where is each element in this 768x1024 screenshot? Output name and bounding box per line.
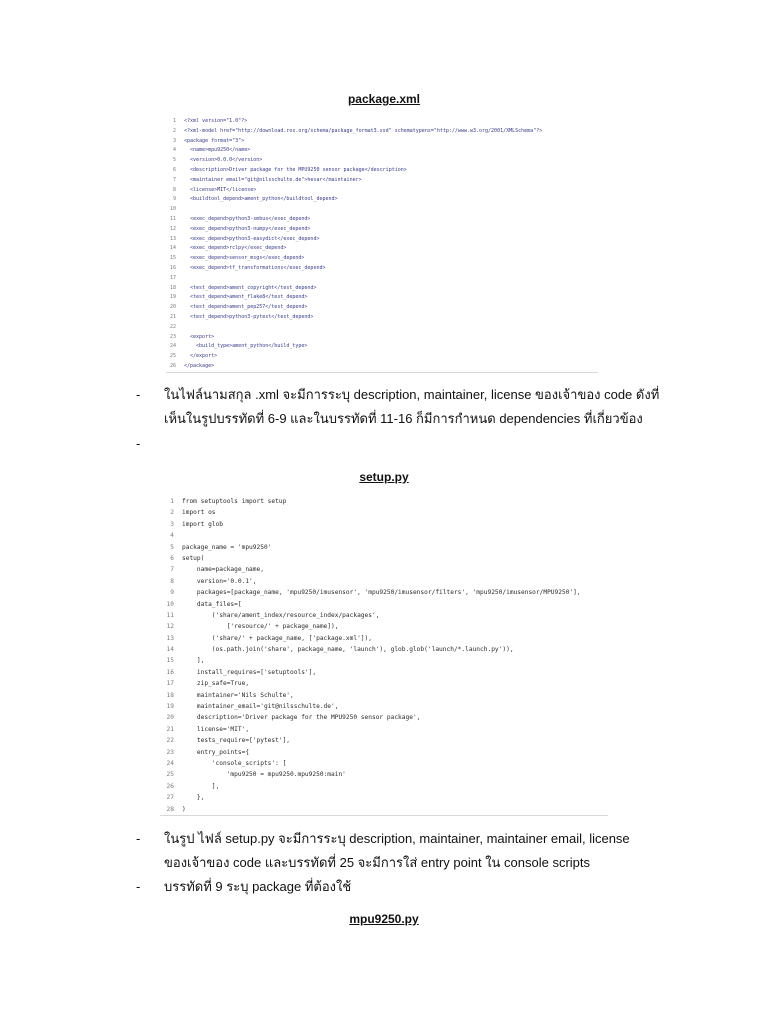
code-line bbox=[166, 195, 598, 205]
line-number: 16 bbox=[166, 668, 174, 676]
code-line bbox=[160, 701, 608, 712]
line-number: 12 bbox=[169, 225, 176, 232]
code-text: <description>Driver package for the MPU9250 sensor package</description> bbox=[184, 166, 407, 173]
code-text: <exec_depend>python3-numpy</exec_depend> bbox=[184, 225, 311, 232]
code-line bbox=[160, 553, 608, 564]
line-number: 24 bbox=[169, 343, 176, 350]
code-line bbox=[166, 186, 598, 196]
bullet-dash: - bbox=[136, 436, 141, 451]
line-number: 12 bbox=[166, 623, 174, 631]
code-text: <test_depend>python3-pytest</test_depend> bbox=[184, 313, 314, 320]
line-number: 5 bbox=[170, 543, 174, 551]
code-line bbox=[166, 313, 598, 323]
code-line bbox=[166, 254, 598, 264]
line-number: 11 bbox=[169, 215, 176, 222]
code-line bbox=[166, 235, 598, 245]
code-text: }, bbox=[182, 794, 205, 802]
bullet-text-line-1: ในไฟล์นามสกุล .xml จะมีการระบุ description, maintainer, license ของเจ้าของ code ดังที่ bbox=[164, 387, 660, 402]
line-number: 8 bbox=[170, 577, 174, 585]
code-line bbox=[166, 323, 598, 333]
code-line bbox=[160, 576, 608, 587]
code-text: <?xml-model href="http://download.ros.org/schema/package_format3.xsd" schematypens="http://www.w3.org/2001/XMLSchema"?> bbox=[184, 127, 543, 134]
code-text: <exec_depend>rclpy</exec_depend> bbox=[184, 245, 287, 252]
code-text: ], bbox=[182, 657, 205, 665]
code-text: install_requires=['setuptools'], bbox=[182, 668, 317, 676]
code-line bbox=[166, 166, 598, 176]
bullet-xml-description bbox=[136, 383, 696, 431]
code-line bbox=[166, 117, 598, 127]
code-line bbox=[166, 352, 598, 362]
line-number: 27 bbox=[166, 794, 174, 802]
code-text: <export> bbox=[184, 333, 215, 340]
line-number: 23 bbox=[169, 333, 176, 340]
code-text: version='0.0.1', bbox=[182, 577, 257, 585]
line-number: 10 bbox=[169, 206, 176, 213]
code-text: description='Driver package for the MPU9250 sensor package', bbox=[182, 714, 421, 722]
line-number: 25 bbox=[169, 353, 176, 360]
code-text: <test_depend>ament_pep257</test_depend> bbox=[184, 304, 308, 311]
code-text: <test_depend>ament_flake8</test_depend> bbox=[184, 294, 308, 301]
code-text: packages=[package_name, 'mpu9250/imusensor', 'mpu9250/imusensor/filters', 'mpu9250/imusensor/MPU9250'], bbox=[182, 589, 581, 597]
code-line bbox=[160, 610, 608, 621]
code-text: <exec_depend>sensor_msgs</exec_depend> bbox=[184, 255, 305, 262]
line-number: 21 bbox=[169, 313, 176, 320]
line-number: 7 bbox=[172, 176, 176, 183]
code-text: <exec_depend>python3-easydict</exec_depend> bbox=[184, 235, 320, 242]
code-line bbox=[160, 678, 608, 689]
code-text: import glob bbox=[182, 520, 223, 528]
package-xml-code-screenshot bbox=[166, 117, 598, 373]
code-text: <package format="3"> bbox=[184, 137, 245, 144]
code-text: 'console_scripts': [ bbox=[182, 759, 287, 767]
line-number: 22 bbox=[169, 323, 176, 330]
line-number: 28 bbox=[166, 805, 174, 813]
code-line bbox=[160, 712, 608, 723]
line-number: 13 bbox=[166, 634, 174, 642]
bullet-setup-packages bbox=[136, 875, 696, 899]
code-line bbox=[160, 747, 608, 758]
code-text: </package> bbox=[184, 362, 215, 369]
line-number: 17 bbox=[166, 680, 174, 688]
setup-py-code-screenshot bbox=[160, 496, 608, 816]
code-text: import os bbox=[182, 509, 216, 517]
code-text: name=package_name, bbox=[182, 566, 264, 574]
line-number: 26 bbox=[166, 782, 174, 790]
line-number: 2 bbox=[170, 509, 174, 517]
line-number: 1 bbox=[172, 118, 176, 124]
code-line bbox=[160, 735, 608, 746]
line-number: 7 bbox=[170, 566, 174, 574]
line-number: 25 bbox=[166, 771, 174, 779]
code-line bbox=[160, 724, 608, 735]
code-text: maintainer_email='git@nilsschulte.de', bbox=[182, 703, 339, 711]
bullet-dash: - bbox=[136, 879, 141, 894]
code-line bbox=[166, 156, 598, 166]
code-text: <version>0.0.0</version> bbox=[184, 157, 263, 164]
line-number: 1 bbox=[170, 498, 174, 505]
code-text: <maintainer email="git@nilsschulte.de">hexar</maintainer> bbox=[184, 176, 362, 183]
line-number: 9 bbox=[172, 196, 176, 203]
line-number: 24 bbox=[166, 759, 174, 767]
bullet-text bbox=[164, 875, 704, 899]
code-text: <exec_depend>python3-smbus</exec_depend> bbox=[184, 215, 311, 222]
code-text: ], bbox=[182, 782, 220, 790]
code-text: license='MIT', bbox=[182, 725, 250, 733]
code-text: 'mpu9250 = mpu9250.mpu9250:main' bbox=[182, 771, 346, 779]
line-number: 19 bbox=[166, 703, 174, 711]
code-line bbox=[160, 655, 608, 666]
bullet-empty bbox=[136, 432, 696, 456]
code-line bbox=[160, 542, 608, 553]
code-text: package_name = 'mpu9250' bbox=[182, 543, 272, 551]
bullet-dash: - bbox=[136, 387, 141, 402]
line-number: 23 bbox=[166, 748, 174, 756]
bullet-setup-description bbox=[136, 827, 696, 875]
code-line bbox=[160, 587, 608, 598]
code-line bbox=[166, 146, 598, 156]
bullet-text bbox=[164, 827, 704, 875]
code-line bbox=[160, 633, 608, 644]
code-text: ('share/' + package_name, ['package.xml']), bbox=[182, 634, 372, 642]
code-text: from setuptools import setup bbox=[182, 498, 287, 505]
code-text: ('share/ament_index/resource_index/packages', bbox=[182, 611, 380, 619]
code-text: <name>mpu9250</name> bbox=[184, 147, 251, 154]
code-text: <?xml version="1.0"?> bbox=[184, 118, 248, 124]
code-line bbox=[166, 303, 598, 313]
line-number: 15 bbox=[169, 255, 176, 262]
code-line bbox=[160, 519, 608, 530]
line-number: 15 bbox=[166, 657, 174, 665]
line-number: 3 bbox=[172, 137, 176, 144]
code-text: ['resource/' + package_name]), bbox=[182, 623, 339, 631]
code-line bbox=[166, 333, 598, 343]
line-number: 4 bbox=[170, 532, 174, 540]
code-text: (os.path.join('share', package_name, 'launch'), glob.glob('launch/*.launch.py')), bbox=[182, 646, 514, 654]
line-number: 20 bbox=[166, 714, 174, 722]
code-text: <buildtool_depend>ament_python</buildtool_depend> bbox=[184, 196, 338, 203]
line-number: 20 bbox=[169, 304, 176, 311]
bullet-text-line-2: ของเจ้าของ code และบรรทัดที่ 25 จะมีการใส่ entry point ใน console scripts bbox=[164, 855, 591, 870]
line-number: 13 bbox=[169, 235, 176, 242]
code-text: maintainer='Nils Schulte', bbox=[182, 691, 294, 699]
line-number: 21 bbox=[166, 725, 174, 733]
code-line bbox=[160, 804, 608, 815]
line-number: 14 bbox=[166, 646, 174, 654]
line-number: 9 bbox=[170, 589, 174, 597]
code-line bbox=[166, 274, 598, 284]
code-line bbox=[166, 244, 598, 254]
code-line bbox=[166, 293, 598, 303]
line-number: 5 bbox=[172, 157, 176, 164]
bullet-text-line-2: เห็นในรูปบรรทัดที่ 6-9 และในบรรทัดที่ 11-16 ก็มีการกำหนด dependencies ที่เกี่ยวข้อง bbox=[164, 411, 643, 426]
code-line bbox=[166, 137, 598, 147]
code-line bbox=[160, 667, 608, 678]
line-number: 18 bbox=[169, 284, 176, 291]
code-line bbox=[160, 690, 608, 701]
line-number: 26 bbox=[169, 362, 176, 369]
line-number: 6 bbox=[172, 166, 176, 173]
heading-setup-py: setup.py bbox=[359, 470, 409, 484]
line-number: 10 bbox=[166, 600, 174, 608]
code-text: setup( bbox=[182, 554, 205, 562]
code-text: <test_depend>ament_copyright</test_depend> bbox=[184, 284, 317, 291]
code-line bbox=[160, 758, 608, 769]
heading-package-xml: package.xml bbox=[347, 92, 421, 106]
heading-mpu9250-py: mpu9250.py bbox=[349, 912, 419, 926]
code-line bbox=[166, 264, 598, 274]
code-text: tests_require=['pytest'], bbox=[182, 737, 291, 745]
code-text: entry_points={ bbox=[182, 748, 250, 756]
code-line bbox=[166, 176, 598, 186]
bullet-text bbox=[164, 383, 704, 431]
line-number: 11 bbox=[166, 611, 174, 619]
code-line bbox=[166, 205, 598, 215]
code-line bbox=[166, 225, 598, 235]
code-line bbox=[160, 564, 608, 575]
line-number: 4 bbox=[172, 147, 176, 154]
code-line bbox=[166, 284, 598, 294]
bullet-dash: - bbox=[136, 831, 141, 846]
code-line bbox=[160, 530, 608, 541]
line-number: 6 bbox=[170, 554, 174, 562]
code-text: data_files=[ bbox=[182, 600, 242, 608]
code-line bbox=[160, 792, 608, 803]
code-line bbox=[160, 781, 608, 792]
code-line bbox=[160, 599, 608, 610]
code-line bbox=[166, 342, 598, 352]
bullet-text-line-1: ในรูป ไฟล์ setup.py จะมีการระบุ description, maintainer, maintainer email, license bbox=[164, 831, 630, 846]
code-text: <license>MIT</license> bbox=[184, 186, 257, 193]
line-number: 16 bbox=[169, 264, 176, 271]
code-text: ) bbox=[182, 805, 186, 813]
line-number: 8 bbox=[172, 186, 176, 193]
code-line bbox=[166, 362, 598, 372]
code-line bbox=[160, 496, 608, 507]
code-line bbox=[166, 127, 598, 137]
line-number: 2 bbox=[172, 127, 176, 134]
code-text: <exec_depend>tf_transformations</exec_depend> bbox=[184, 264, 326, 271]
line-number: 22 bbox=[166, 737, 174, 745]
line-number: 18 bbox=[166, 691, 174, 699]
code-text: </export> bbox=[184, 353, 218, 360]
line-number: 14 bbox=[169, 245, 176, 252]
code-line bbox=[160, 644, 608, 655]
bullet-text-line-1: บรรทัดที่ 9 ระบุ package ที่ต้องใช้ bbox=[164, 879, 352, 894]
code-text: <build_type>ament_python</build_type> bbox=[184, 343, 308, 350]
line-number: 17 bbox=[169, 274, 176, 281]
code-line bbox=[160, 769, 608, 780]
line-number: 19 bbox=[169, 294, 176, 301]
code-text: zip_safe=True, bbox=[182, 680, 250, 688]
line-number: 3 bbox=[170, 520, 174, 528]
code-line bbox=[166, 215, 598, 225]
code-line bbox=[160, 621, 608, 632]
code-line bbox=[160, 507, 608, 518]
